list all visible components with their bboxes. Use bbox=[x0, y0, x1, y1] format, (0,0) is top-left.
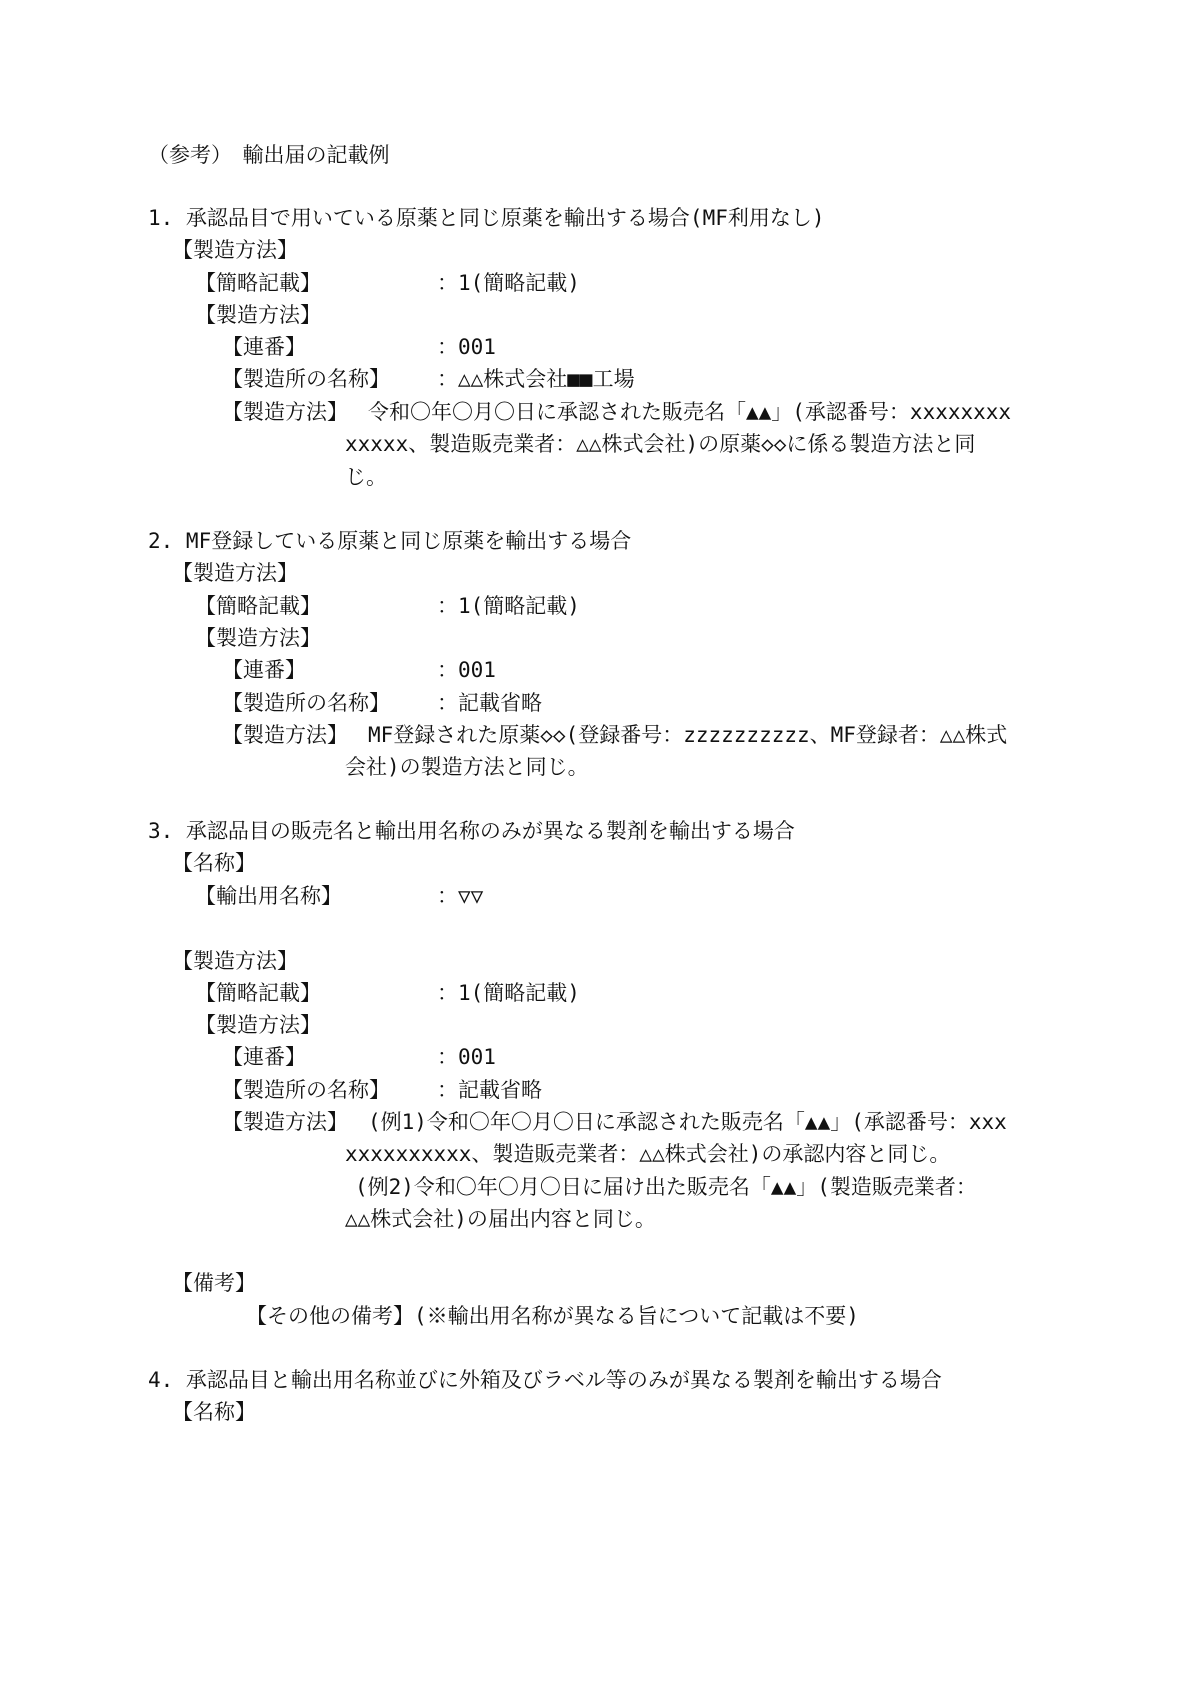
document-header: （参考） 輸出届の記載例 bbox=[148, 143, 390, 167]
section-1-brief-value: ：1(簡略記載) bbox=[437, 271, 580, 295]
section-2-site-label: 【製造所の名称】 bbox=[222, 691, 390, 715]
section-4-title: 4. 承認品目と輸出用名称並びに外箱及びラベル等のみが異なる製剤を輸出する場合 bbox=[148, 1368, 942, 1392]
section-1-title: 1. 承認品目で用いている原薬と同じ原薬を輸出する場合(MF利用なし) bbox=[148, 206, 825, 230]
section-3-method-label: 【製造方法】 bbox=[222, 1110, 348, 1134]
section-3-name-heading: 【名称】 bbox=[172, 851, 256, 875]
section-3-mfg-heading: 【製造方法】 bbox=[172, 949, 298, 973]
section-1-site-label: 【製造所の名称】 bbox=[222, 367, 390, 391]
section-4-name-heading: 【名称】 bbox=[172, 1400, 256, 1424]
section-3-site-value: ：記載省略 bbox=[437, 1078, 542, 1102]
section-1-method-label: 【製造方法】 bbox=[222, 400, 348, 424]
section-2-mfg-heading: 【製造方法】 bbox=[172, 561, 298, 585]
section-3-mfg-subheading: 【製造方法】 bbox=[195, 1013, 321, 1037]
section-3-export-name-value: ：▽▽ bbox=[437, 884, 484, 908]
section-2-method-text: 会社)の製造方法と同じ。 bbox=[345, 755, 589, 779]
section-3-serial-label: 【連番】 bbox=[222, 1045, 306, 1069]
section-3-brief-label: 【簡略記載】 bbox=[195, 981, 321, 1005]
section-3-serial-value: ：001 bbox=[437, 1045, 496, 1069]
section-3-remarks-other: 【その他の備考】(※輸出用名称が異なる旨について記載は不要) bbox=[246, 1304, 859, 1328]
section-3-brief-value: ：1(簡略記載) bbox=[437, 981, 580, 1005]
section-2-brief-value: ：1(簡略記載) bbox=[437, 594, 580, 618]
section-1-site-value: ：△△株式会社■■工場 bbox=[437, 367, 635, 391]
section-2-site-value: ：記載省略 bbox=[437, 691, 542, 715]
section-2-mfg-subheading: 【製造方法】 bbox=[195, 626, 321, 650]
section-2-serial-label: 【連番】 bbox=[222, 658, 306, 682]
section-2-method-text: MF登録された原薬◇◇(登録番号：zzzzzzzzzz、MF登録者：△△株式 bbox=[368, 723, 1008, 747]
section-1-method-text: xxxxx、製造販売業者：△△株式会社)の原薬◇◇に係る製造方法と同 bbox=[345, 432, 976, 456]
section-3-remarks-heading: 【備考】 bbox=[172, 1271, 256, 1295]
section-2-brief-label: 【簡略記載】 bbox=[195, 594, 321, 618]
section-3-title: 3. 承認品目の販売名と輸出用名称のみが異なる製剤を輸出する場合 bbox=[148, 819, 795, 843]
section-2-method-label: 【製造方法】 bbox=[222, 723, 348, 747]
section-1-mfg-subheading: 【製造方法】 bbox=[195, 303, 321, 327]
section-3-example-2-text: △△株式会社)の届出内容と同じ。 bbox=[345, 1207, 656, 1231]
section-2-title: 2. MF登録している原薬と同じ原薬を輸出する場合 bbox=[148, 529, 632, 553]
section-1-method-text: じ。 bbox=[345, 465, 387, 489]
section-1-brief-label: 【簡略記載】 bbox=[195, 271, 321, 295]
section-3-example-2-text: (例2)令和〇年〇月〇日に届け出た販売名「▲▲」(製造販売業者： bbox=[355, 1175, 977, 1199]
section-3-example-1-text: xxxxxxxxxx、製造販売業者：△△株式会社)の承認内容と同じ。 bbox=[345, 1142, 951, 1166]
section-3-site-label: 【製造所の名称】 bbox=[222, 1078, 390, 1102]
section-3-export-name-label: 【輸出用名称】 bbox=[195, 884, 342, 908]
section-2-serial-value: ：001 bbox=[437, 658, 496, 682]
section-1-method-text: 令和〇年〇月〇日に承認された販売名「▲▲」(承認番号：xxxxxxxx bbox=[368, 400, 1012, 424]
section-1-mfg-heading: 【製造方法】 bbox=[172, 238, 298, 262]
section-3-example-1-text: (例1)令和〇年〇月〇日に承認された販売名「▲▲」(承認番号：xxx bbox=[368, 1110, 1007, 1134]
section-1-serial-value: ：001 bbox=[437, 335, 496, 359]
section-1-serial-label: 【連番】 bbox=[222, 335, 306, 359]
